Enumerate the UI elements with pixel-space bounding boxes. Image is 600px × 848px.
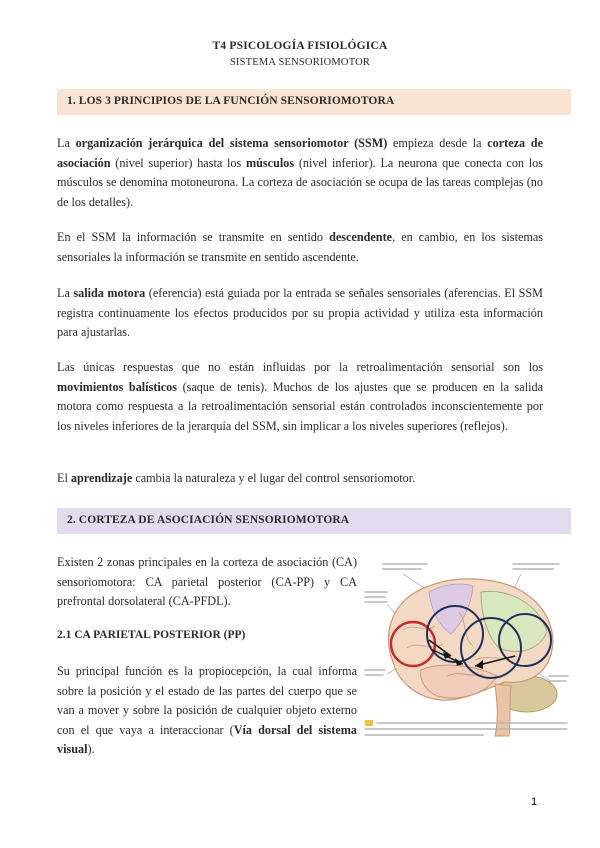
bold-term: descendente <box>329 230 393 244</box>
bold-term: salida motora <box>73 286 146 300</box>
paragraph-motor-output: La salida motora (eferencia) está guiada por la entrada se señales sensoriales (aferencias. El SSM registra continuamente los efectos producidos por su propia actividad y utiliza esta información para ajustarlas. <box>57 286 543 340</box>
subsection-heading: 2.1 CA PARIETAL POSTERIOR (PP) <box>57 629 246 641</box>
bold-term: músculos <box>246 155 295 170</box>
paragraph-descending: En el SSM la información se transmite en sentido descendente, en cambio, en los sistemas sensoriales la información se transmite en sentido ascendente. <box>57 230 543 264</box>
bold-term: movimientos balísticos <box>57 379 178 394</box>
document-subtitle: SISTEMA SENSORIOMOTOR <box>229 57 371 68</box>
paragraph-two-zones: Existen 2 zonas principales en la corteza de asociación (CA) sensoriomotora: CA parietal posterior (CA-PP) y CA prefrontal dorsolateral (CA-PFDL). <box>57 555 357 609</box>
section-2-banner <box>57 508 571 534</box>
brain-figure <box>363 552 570 740</box>
paragraph-learning: El aprendizaje cambia la naturaleza y el lugar del control sensoriomotor. <box>57 471 416 485</box>
caption-marker <box>365 720 373 726</box>
document-title: T4 PSICOLOGÍA FISIOLÓGICA <box>212 40 388 52</box>
paragraph-hierarchy: La organización jerárquica del sistema sensoriomotor (SSM) empieza desde la corteza de asociación (nivel superior) hasta los músculos (nivel inferior). La neurona que conecta con los músculos se denomina motoneurona. La corteza de asociación se ocupa de las tareas complejas (no de los detalles). <box>57 136 544 209</box>
paragraph-proprioception: Su principal función es la propiocepción, la cual informa sobre la posición y el estado de las partes del cuerpo que se van a mover y sobre la posición de cualquier objeto externo con el que vaya a interaccionar (Vía dorsal del sistema visual). <box>57 664 357 757</box>
section-2-title: 2. CORTEZA DE ASOCIACIÓN SENSORIOMOTORA <box>67 514 350 526</box>
bold-term: corteza de asociación <box>57 136 543 170</box>
bold-term: Vía dorsal del sistema visual <box>57 722 357 757</box>
bold-term: organización jerárquica del sistema sensoriomotor (SSM) <box>75 136 388 150</box>
bold-term: aprendizaje <box>70 471 133 485</box>
page-number: 1 <box>531 796 538 808</box>
brain-icon <box>363 552 570 740</box>
paragraph-ballistic: Las únicas respuestas que no están influidas por la retroalimentación sensorial son los movimientos balísticos (saque de tenis). Muchos de los ajustes que se producen en la salida motora como respuesta a la retroalimentación sensorial están controlados inconscientemente por los niveles inferiores de la jerarquía del SSM, sin implicar a los niveles superiores (reflejos). <box>57 360 543 433</box>
section-1-banner <box>57 89 571 115</box>
section-1-title: 1. LOS 3 PRINCIPIOS DE LA FUNCIÓN SENSORIOMOTORA <box>67 95 395 107</box>
